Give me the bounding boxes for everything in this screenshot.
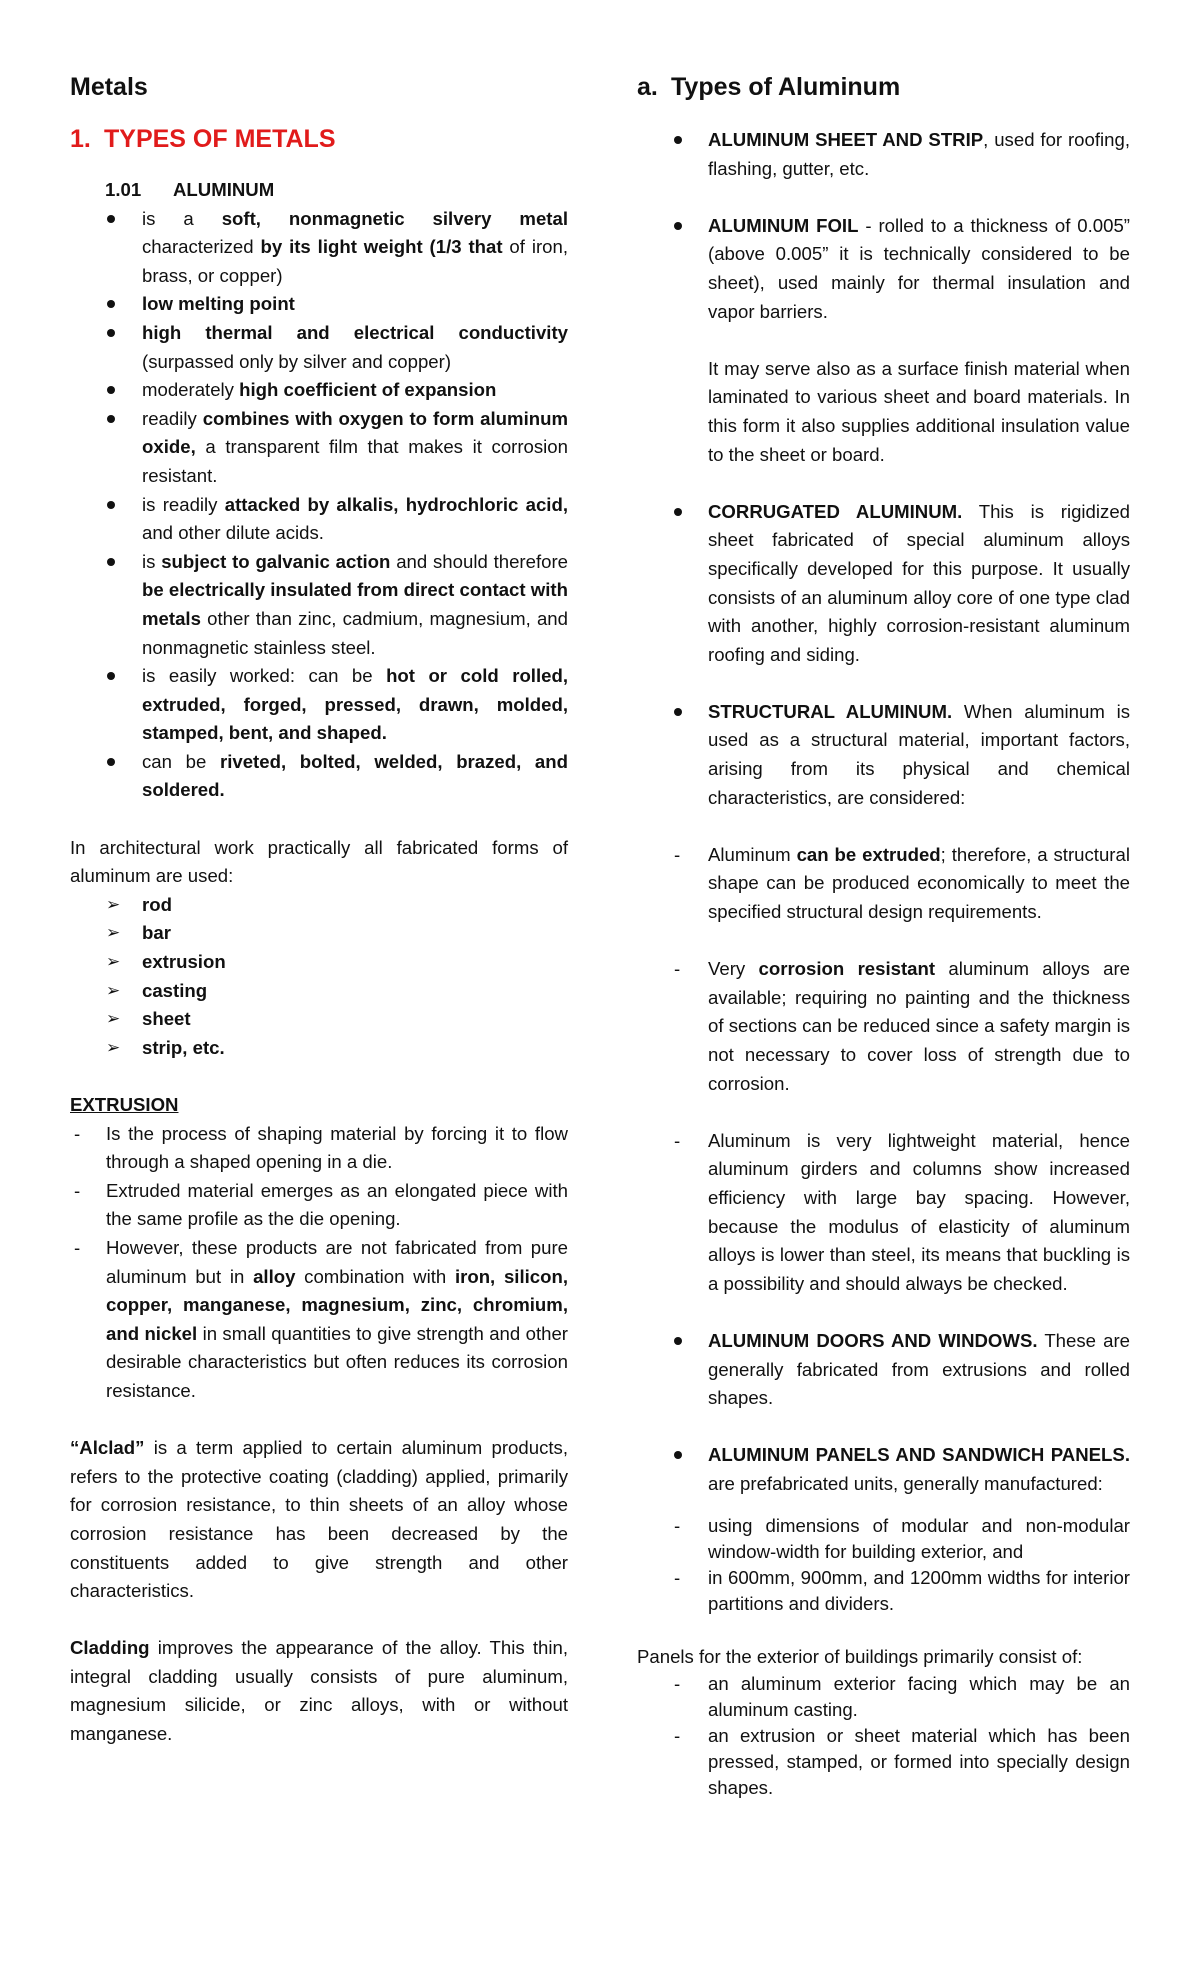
subsection-label: ALUMINUM [173,179,275,200]
list-item: - in 600mm, 900mm, and 1200mm widths for interior partitions and dividers. [637,1565,1130,1617]
page-title: Metals [70,73,148,101]
list-item: - using dimensions of modular and non-modular window-width for building exterior, and [637,1513,1130,1565]
cladding-paragraph: Cladding improves the appearance of the alloy. This thin, integral cladding usually consists of pure aluminum, magnesium silicide, or zinc alloys, with or without manganese. [70,1637,568,1745]
panel-points [637,1513,1130,1617]
types-heading-number: a. [637,73,658,101]
list-item: - Aluminum is very lightweight material, hence aluminum girders and columns show increased efficiency with large bay spacing. However, because the modulus of elasticity of aluminum alloys is lower than steel, its means that buckling is a possibility and should always be checked. [637,1127,1130,1299]
section-heading [70,122,568,156]
sheet-item [637,126,1130,183]
exterior-points [637,1671,1130,1801]
extrusion-list [70,1120,568,1406]
list-item: high thermal and electrical conductivity (surpassed only by silver and copper) [70,319,568,376]
alclad-paragraph: “Alclad” is a term applied to certain aluminum products, refers to the protective coating (cladding) applied, primarily for corrosion resistance, to thin sheets of an alloy whose corrosion resistance has been decreased by the constituents added to give strength and other characteristics. [70,1437,568,1602]
list-item: - Extruded material emerges as an elongated piece with the same profile as the die opening. [70,1177,568,1234]
list-item: ➢ casting [70,977,568,1006]
extrusion-heading: EXTRUSION [70,1094,179,1115]
list-item: ➢ sheet [70,1005,568,1034]
list-item: - However, these products are not fabricated from pure aluminum but in alloy combination with iron, silicon, copper, manganese, magnesium, zinc, chromium, and nickel in small quantities to give strength and other desirable characteristics but often reduces its corrosion resistance. [70,1234,568,1406]
types-heading [637,70,1130,104]
list-item: can be riveted, bolted, welded, brazed, and soldered. [70,748,568,805]
list-item: ALUMINUM PANELS AND SANDWICH PANELS. are prefabricated units, generally manufactured: [637,1441,1130,1498]
list-item: moderately high coefficient of expansion [70,376,568,405]
list-item: - Very corrosion resistant aluminum alloys are available; requiring no painting and the thickness of sections can be reduced since a safety margin is not necessary to cover loss of strength due to corrosion. [637,955,1130,1098]
list-item: - an extrusion or sheet material which has been pressed, stamped, or formed into specially design shapes. [637,1723,1130,1801]
list-item: ➢ strip, etc. [70,1034,568,1063]
subsection-number: 1.01 [105,179,142,200]
list-item: - Is the process of shaping material by forcing it to flow through a shaped opening in a die. [70,1120,568,1177]
corrugated-item [637,498,1130,670]
list-item: ➢ extrusion [70,948,568,977]
list-item: is easily worked: can be hot or cold rolled, extruded, forged, pressed, drawn, molded, stamped, bent, and shaped. [70,662,568,748]
exterior-intro: Panels for the exterior of buildings primarily consist of: [637,1645,1083,1667]
list-item: low melting point [70,290,568,319]
foil-item [637,212,1130,326]
list-item: ➢ bar [70,919,568,948]
types-heading-label: Types of Aluminum [671,73,901,101]
structural-points [637,841,1130,1299]
list-item: ➢ rod [70,891,568,920]
section-number: 1. [70,125,91,153]
list-item: ALUMINUM SHEET AND STRIP, used for roofing, flashing, gutter, etc. [637,126,1130,183]
list-item: STRUCTURAL ALUMINUM. When aluminum is used as a structural material, important factors, arising from its physical and chemical characteristics, are considered: [637,698,1130,812]
subsection-heading [70,176,568,205]
doors-item [637,1327,1130,1413]
panels-item [637,1441,1130,1498]
list-item: ALUMINUM DOORS AND WINDOWS. These are generally fabricated from extrusions and rolled shapes. [637,1327,1130,1413]
list-item: readily combines with oxygen to form aluminum oxide, a transparent film that makes it corrosion resistant. [70,405,568,491]
list-item: - Aluminum can be extruded; therefore, a structural shape can be produced economically to meet the specified structural design requirements. [637,841,1130,927]
left-column [70,70,568,1749]
forms-list [70,891,568,1063]
list-item: is subject to galvanic action and should therefore be electrically insulated from direct contact with metals other than zinc, cadmium, magnesium, and nonmagnetic stainless steel. [70,548,568,662]
aluminum-properties-list [70,205,568,805]
right-column [637,70,1130,1801]
list-item: CORRUGATED ALUMINUM. This is rigidized sheet fabricated of special aluminum alloys specifically developed for this purpose. It usually consists of an aluminum alloy core of one type clad with another, highly corrosion-resistant aluminum roofing and siding. [637,498,1130,670]
section-label: TYPES OF METALS [104,125,336,153]
structural-item [637,698,1130,812]
forms-intro: In architectural work practically all fabricated forms of aluminum are used: [70,836,568,887]
list-item: ALUMINUM FOIL - rolled to a thickness of 0.005” (above 0.005” it is technically considered to be sheet), used mainly for thermal insulation and vapor barriers. [637,212,1130,326]
list-item: is readily attacked by alkalis, hydrochloric acid, and other dilute acids. [70,491,568,548]
foil-paragraph: It may serve also as a surface finish material when laminated to various sheet and board materials. In this form it also supplies additional insulation value to the sheet or board. [708,357,1130,465]
list-item: - an aluminum exterior facing which may be an aluminum casting. [637,1671,1130,1723]
list-item: is a soft, nonmagnetic silvery metal characterized by its light weight (1/3 that of iron, brass, or copper) [70,205,568,291]
